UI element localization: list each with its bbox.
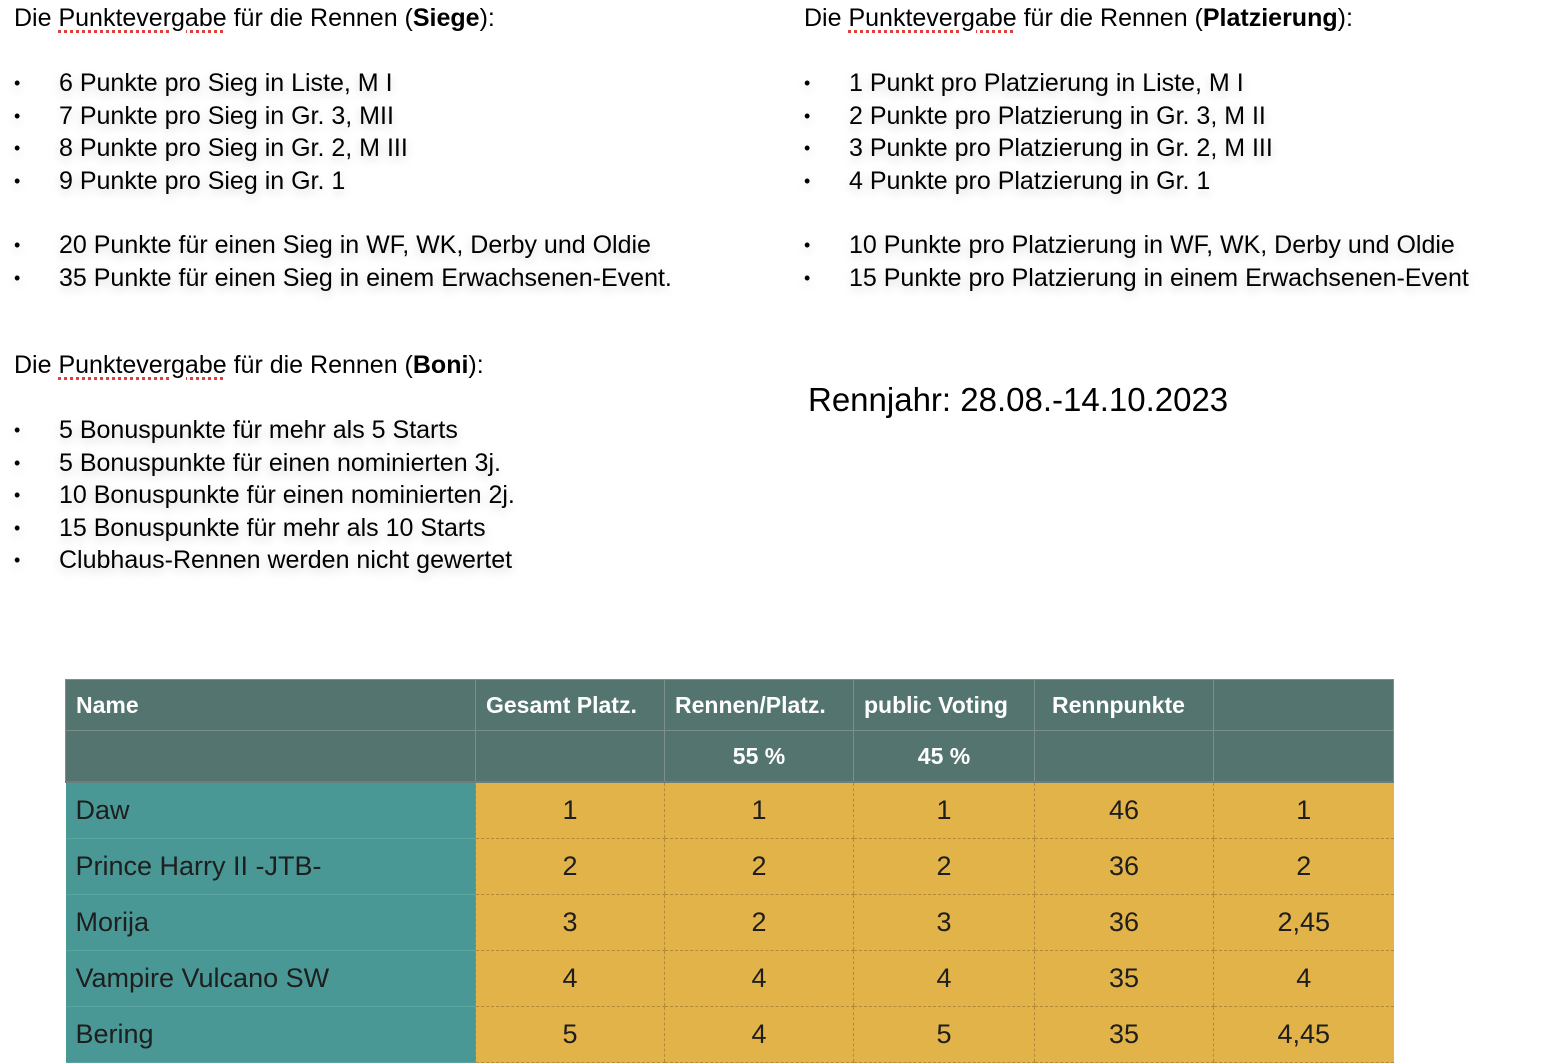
cell-name[interactable]: Morija [66,895,476,951]
spellcheck-word[interactable]: Punktevergabe [58,4,227,32]
cell-value[interactable]: 3 [854,895,1035,951]
cell-value[interactable]: 35 [1035,951,1214,1007]
cell-name[interactable]: Daw [66,782,476,839]
column-header-public-voting[interactable]: public Voting [854,680,1035,731]
cell-value[interactable]: 2 [854,839,1035,895]
list-item: • 10 Bonuspunkte für einen nominierten 2j. [14,479,515,512]
season-dates: Rennjahr: 28.08.-14.10.2023 [808,381,1229,418]
cell-value[interactable]: 5 [476,1007,665,1063]
cell-value[interactable]: 4 [476,951,665,1007]
table-row [66,1007,1394,1063]
list-item: • Clubhaus-Rennen werden nicht gewertet [14,544,515,577]
column-header-rennpunkte[interactable]: Rennpunkte [1035,680,1214,731]
cell-value[interactable]: 2 [1214,839,1394,895]
cell-value[interactable]: 1 [476,782,665,839]
cell-value[interactable]: 4 [665,951,854,1007]
bullet-icon: • [804,138,811,158]
cell-value[interactable]: 36 [1035,895,1214,951]
list-item: • 10 Punkte pro Platzierung in WF, WK, Derby und Oldie [804,229,1469,262]
bullet-icon: • [14,235,21,255]
list-item: • 5 Bonuspunkte für mehr als 5 Starts [14,414,515,447]
cell-value[interactable]: 4,45 [1214,1007,1394,1063]
cell-name[interactable]: Bering [66,1007,476,1063]
subheader-cell [1214,731,1394,783]
bullet-icon: • [14,485,21,505]
cell-value[interactable]: 2 [476,839,665,895]
subheader-cell [1035,731,1214,783]
ranking-table [65,679,1394,1063]
list-item: • 15 Punkte pro Platzierung in einem Erwachsenen-Event [804,262,1469,295]
table-row [66,951,1394,1007]
bullet-icon: • [14,517,21,538]
list-item: • 20 Punkte für einen Sieg in WF, WK, Derby und Oldie [14,229,672,262]
section-heading-platzierung: Die Punktevergabe für die Rennen (Platzierung): [804,4,1353,32]
bullet-icon: • [804,73,811,93]
list-item: • 6 Punkte pro Sieg in Liste, M I [14,67,672,100]
boni-rule-list [14,414,515,577]
list-item: • 1 Punkt pro Platzierung in Liste, M I [804,67,1469,100]
cell-value[interactable]: 4 [1214,951,1394,1007]
siege-rule-list [14,67,672,294]
cell-value[interactable]: 2,45 [1214,895,1394,951]
section-heading-boni: Die Punktevergabe für die Rennen (Boni): [14,351,484,379]
bullet-icon: • [804,170,811,191]
bullet-icon: • [14,73,21,93]
cell-value[interactable]: 4 [854,951,1035,1007]
table-subheader-row [66,731,1394,783]
subheader-cell [476,731,665,783]
bullet-icon: • [804,267,811,288]
subheader-weight-rennen: 55 % [665,731,854,783]
bullet-icon: • [14,452,21,473]
cell-value[interactable]: 4 [665,1007,854,1063]
list-item: • 4 Punkte pro Platzierung in Gr. 1 [804,165,1469,198]
section-heading-siege: Die Punktevergabe für die Rennen (Siege): [14,4,495,32]
list-item: • 15 Bonuspunkte für mehr als 10 Starts [14,512,515,545]
cell-value[interactable]: 35 [1035,1007,1214,1063]
column-header-blank[interactable] [1214,680,1394,731]
list-item: • 7 Punkte pro Sieg in Gr. 3, MII [14,100,672,133]
spellcheck-word[interactable]: Punktevergabe [58,351,227,379]
cell-value[interactable]: 1 [665,782,854,839]
cell-value[interactable]: 2 [665,839,854,895]
bullet-icon: • [14,267,21,288]
cell-value[interactable]: 36 [1035,839,1214,895]
bullet-icon: • [14,138,21,158]
subheader-cell [66,731,476,783]
list-item: • 9 Punkte pro Sieg in Gr. 1 [14,165,672,198]
platzierung-rule-list [804,67,1469,294]
cell-value[interactable]: 1 [854,782,1035,839]
table-row [66,895,1394,951]
column-header-gesamt-platz[interactable]: Gesamt Platz. [476,680,665,731]
bullet-icon: • [14,420,21,440]
table-row [66,782,1394,839]
table-row [66,839,1394,895]
bullet-icon: • [14,170,21,191]
bullet-icon: • [14,105,21,126]
column-header-rennen-platz[interactable]: Rennen/Platz. [665,680,854,731]
bullet-icon: • [804,235,811,255]
spellcheck-word[interactable]: Punktevergabe [848,4,1017,32]
list-item: • 2 Punkte pro Platzierung in Gr. 3, M II [804,100,1469,133]
section-siege [14,2,672,294]
table-header-row [66,680,1394,731]
cell-value[interactable]: 1 [1214,782,1394,839]
list-item: • 8 Punkte pro Sieg in Gr. 2, M III [14,132,672,165]
cell-name[interactable]: Vampire Vulcano SW [66,951,476,1007]
cell-value[interactable]: 5 [854,1007,1035,1063]
section-boni [14,349,515,577]
cell-name[interactable]: Prince Harry II -JTB- [66,839,476,895]
section-platzierung [804,2,1469,294]
bullet-icon: • [804,105,811,126]
cell-value[interactable]: 2 [665,895,854,951]
subheader-weight-voting: 45 % [854,731,1035,783]
bullet-icon: • [14,550,21,570]
cell-value[interactable]: 46 [1035,782,1214,839]
list-item: • 35 Punkte für einen Sieg in einem Erwachsenen-Event. [14,262,672,295]
list-item: • 5 Bonuspunkte für einen nominierten 3j. [14,447,515,480]
cell-value[interactable]: 3 [476,895,665,951]
column-header-name[interactable]: Name [66,680,476,731]
list-item: • 3 Punkte pro Platzierung in Gr. 2, M III [804,132,1469,165]
